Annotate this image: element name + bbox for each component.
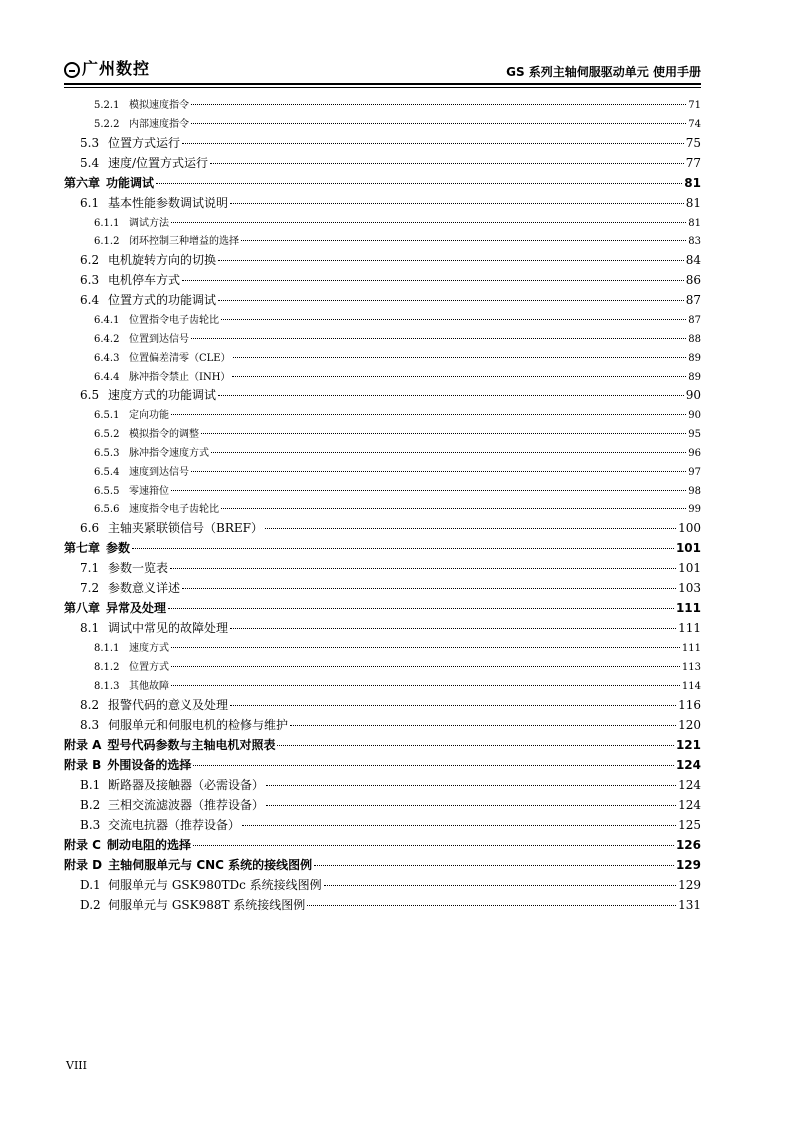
toc-dot-leader: [314, 865, 674, 866]
toc-entry[interactable]: [64, 330, 701, 349]
toc-entry-page: 90: [685, 388, 701, 403]
toc-entry-title: 速度到达信号: [129, 466, 189, 478]
toc-dot-leader: [218, 300, 684, 301]
toc-dot-leader: [233, 357, 687, 358]
toc-entry[interactable]: [64, 271, 701, 291]
toc-entry-title: 位置指令电子齿轮比: [129, 315, 219, 327]
toc-entry-number: D.1: [80, 877, 101, 892]
toc-entry-number: 6.5.1: [94, 410, 120, 422]
toc-dot-leader: [193, 765, 674, 766]
toc-entry-title: 内部速度指令: [129, 118, 189, 130]
gsk-logo-icon: [64, 62, 80, 78]
toc-entry[interactable]: [64, 816, 701, 836]
toc-entry-title: 报警代码的意义及处理: [108, 697, 229, 712]
toc-entry[interactable]: [64, 639, 701, 658]
toc-entry-page: 116: [678, 697, 701, 712]
toc-entry[interactable]: [64, 214, 701, 233]
toc-entry-title: 调试中常见的故障处理: [108, 621, 229, 636]
toc-entry-page: 96: [688, 447, 701, 459]
toc-dot-leader: [168, 608, 674, 609]
toc-entry-page: 77: [685, 155, 701, 170]
toc-dot-leader: [171, 685, 680, 686]
toc-entry-title: 交流电抗器（推荐设备）: [108, 817, 241, 832]
toc-entry-page: 75: [685, 135, 701, 150]
toc-entry-page: 101: [678, 561, 701, 576]
toc-entry-number: 6.3: [80, 273, 100, 288]
toc-dot-leader: [193, 845, 674, 846]
toc-entry-page: 74: [688, 118, 701, 130]
toc-entry-page: 111: [678, 621, 701, 636]
toc-entry-number: 8.1.1: [94, 643, 120, 655]
toc-entry-page: 120: [678, 717, 701, 732]
toc-entry-page: 124: [678, 777, 701, 792]
toc-dot-leader: [211, 452, 686, 453]
toc-entry[interactable]: [64, 291, 701, 311]
toc-dot-leader: [191, 104, 686, 105]
toc-entry-title: 伺服单元与 GSK980TDc 系统接线图例: [108, 877, 322, 892]
toc-entry-number: 6.4: [80, 293, 100, 308]
toc-dot-leader: [221, 319, 686, 320]
toc-entry[interactable]: [64, 696, 701, 716]
toc-entry-number: D.2: [80, 897, 101, 912]
toc-entry-title: 主轴伺服单元与 CNC 系统的接线图例: [108, 857, 313, 872]
toc-entry-title: 位置方式运行: [108, 135, 181, 150]
toc-dot-leader: [132, 548, 674, 549]
toc-entry-number: 6.5.3: [94, 447, 120, 459]
toc-entry-title: 外围设备的选择: [107, 757, 192, 772]
toc-entry-page: 129: [678, 877, 701, 892]
toc-entry-title: 零速箝位: [129, 485, 169, 497]
toc-dot-leader: [324, 885, 676, 886]
toc-dot-leader: [265, 528, 676, 529]
toc-entry[interactable]: [64, 500, 701, 519]
toc-entry-title: 位置偏差清零（CLE）: [129, 352, 231, 364]
toc-entry[interactable]: [64, 154, 701, 174]
toc-entry-number: 第七章: [64, 541, 101, 556]
toc-entry-title: 制动电阻的选择: [107, 837, 192, 852]
toc-dot-leader: [182, 280, 684, 281]
toc-entry-page: 71: [688, 100, 701, 111]
toc-entry[interactable]: [64, 444, 701, 463]
toc-entry[interactable]: [64, 896, 701, 916]
toc-entry-title: 参数: [106, 541, 131, 556]
toc-entry-page: 87: [685, 293, 701, 308]
toc-entry[interactable]: [64, 559, 701, 579]
toc-entry-number: 附录 B: [64, 757, 102, 772]
toc-dot-leader: [221, 508, 686, 509]
toc-entry-title: 电机旋转方向的切换: [108, 253, 217, 268]
toc-entry[interactable]: [64, 134, 701, 154]
toc-entry-number: 8.1: [80, 621, 100, 636]
toc-entry-page: 125: [678, 817, 701, 832]
toc-dot-leader: [201, 433, 686, 434]
toc-dot-leader: [171, 414, 686, 415]
toc-entry[interactable]: [64, 194, 701, 214]
toc-entry[interactable]: [64, 539, 701, 559]
toc-entry[interactable]: [64, 599, 701, 619]
toc-entry-title: 参数一览表: [108, 561, 169, 576]
toc-entry[interactable]: [64, 658, 701, 677]
toc-entry-page: 101: [675, 541, 701, 556]
toc-dot-leader: [277, 745, 673, 746]
toc-entry-page: 124: [678, 797, 701, 812]
toc-entry-number: 6.4.4: [94, 371, 120, 383]
toc-entry[interactable]: [64, 349, 701, 368]
toc-entry-title: 速度指令电子齿轮比: [129, 504, 219, 516]
header-rule: [64, 83, 701, 85]
toc-entry-title: 型号代码参数与主轴电机对照表: [107, 737, 276, 752]
toc-entry[interactable]: [64, 251, 701, 271]
toc-entry-number: B.1: [80, 777, 101, 792]
toc-entry-title: 电机停车方式: [108, 273, 181, 288]
toc-entry-page: 86: [685, 273, 701, 288]
toc-entry-page: 103: [678, 581, 701, 596]
toc-dot-leader: [242, 825, 676, 826]
page-header: [64, 60, 701, 82]
toc-dot-leader: [218, 260, 684, 261]
toc-entry[interactable]: [64, 856, 701, 876]
toc-entry-title: 参数意义详述: [108, 581, 181, 596]
toc-entry[interactable]: [64, 482, 701, 501]
toc-entry-title: 脉冲指令速度方式: [129, 447, 209, 459]
toc-entry-title: 位置方式的功能调试: [108, 293, 217, 308]
toc-entry-number: 5.2.1: [94, 100, 120, 111]
toc-entry-title: 异常及处理: [106, 601, 167, 616]
toc-entry[interactable]: [64, 756, 701, 776]
toc-entry-number: 6.4.1: [94, 315, 120, 327]
toc-entry-title: 速度方式的功能调试: [108, 388, 217, 403]
toc-dot-leader: [191, 471, 686, 472]
toc-dot-leader: [171, 222, 686, 223]
header-rule-thin: [64, 87, 701, 88]
toc-entry-title: 三相交流滤波器（推荐设备）: [108, 797, 265, 812]
toc-entry-title: 功能调试: [106, 175, 155, 190]
toc-entry-page: 81: [688, 217, 701, 229]
toc-dot-leader: [171, 490, 686, 491]
toc-entry-title: 位置到达信号: [129, 333, 189, 345]
toc-entry[interactable]: [64, 876, 701, 896]
toc-entry-number: 7.1: [80, 561, 100, 576]
toc-dot-leader: [230, 705, 676, 706]
toc-entry-number: 8.3: [80, 717, 100, 732]
toc-entry-number: 附录 A: [64, 737, 102, 752]
toc-entry-number: 5.2.2: [94, 118, 120, 130]
toc-entry-number: 6.4.3: [94, 352, 120, 364]
toc-entry-title: 断路器及接触器（必需设备）: [108, 777, 265, 792]
toc-entry-title: 基本性能参数调试说明: [108, 195, 229, 210]
toc-entry-page: 97: [688, 466, 701, 478]
toc-entry-number: 附录 D: [64, 857, 103, 872]
toc-entry-page: 95: [688, 429, 701, 441]
toc-entry-number: 6.5.5: [94, 485, 120, 497]
toc-entry-number: 6.4.2: [94, 333, 120, 345]
toc-dot-leader: [266, 785, 676, 786]
toc-entry-number: 第八章: [64, 601, 101, 616]
toc-dot-leader: [266, 805, 676, 806]
toc-dot-leader: [232, 376, 686, 377]
toc-entry[interactable]: [64, 579, 701, 599]
toc-entry-number: 5.4: [80, 155, 100, 170]
toc-entry[interactable]: [64, 425, 701, 444]
toc-dot-leader: [170, 568, 676, 569]
manual-title: GS 系列主轴伺服驱动单元 使用手册: [506, 65, 701, 79]
toc-entry-page: 98: [688, 485, 701, 497]
toc-dot-leader: [171, 666, 680, 667]
toc-entry-number: 7.2: [80, 581, 100, 596]
toc-entry-number: B.2: [80, 797, 101, 812]
toc-entry[interactable]: [64, 406, 701, 425]
toc-entry-number: 8.2: [80, 697, 100, 712]
toc-entry-title: 模拟指令的调整: [129, 429, 199, 441]
toc-entry-page: 89: [688, 371, 701, 383]
toc-entry-title: 位置方式: [129, 661, 169, 673]
toc-entry-number: 附录 C: [64, 837, 101, 852]
toc-entry-page: 114: [681, 680, 701, 692]
toc-dot-leader: [290, 725, 676, 726]
toc-entry-title: 速度方式: [129, 643, 169, 655]
toc-entry[interactable]: [64, 96, 701, 115]
toc-entry-title: 闭环控制三种增益的选择: [129, 236, 239, 248]
toc-entry-number: 6.5.2: [94, 429, 120, 441]
toc-entry-page: 88: [688, 333, 701, 345]
toc-entry-number: 6.5: [80, 388, 100, 403]
toc-entry[interactable]: [64, 232, 701, 251]
toc-entry-title: 伺服单元与 GSK988T 系统接线图例: [108, 897, 306, 912]
toc-entry-number: 第六章: [64, 175, 101, 190]
logo-text: 广州数控: [82, 59, 151, 78]
toc-entry-page: 81: [685, 195, 701, 210]
toc-entry-page: 99: [688, 504, 701, 516]
page-number: VIII: [66, 1059, 87, 1072]
toc-entry-page: 129: [675, 857, 701, 872]
toc-entry[interactable]: [64, 115, 701, 134]
toc-dot-leader: [182, 588, 676, 589]
toc-entry-page: 113: [681, 661, 701, 673]
toc-entry-number: 6.1.1: [94, 217, 120, 229]
toc-entry[interactable]: [64, 174, 701, 194]
toc-dot-leader: [191, 338, 686, 339]
toc-entry-number: 6.5.6: [94, 504, 120, 516]
toc-dot-leader: [171, 647, 680, 648]
toc-entry-page: 131: [678, 897, 701, 912]
table-of-contents: [64, 96, 701, 916]
toc-entry-title: 主轴夹紧联锁信号（BREF）: [108, 521, 263, 536]
toc-entry[interactable]: [64, 836, 701, 856]
toc-entry-title: 脉冲指令禁止（INH）: [129, 371, 231, 383]
toc-entry[interactable]: [64, 311, 701, 330]
toc-entry-number: 6.5.4: [94, 466, 120, 478]
toc-entry-title: 速度/位置方式运行: [108, 155, 209, 170]
toc-entry-number: B.3: [80, 817, 101, 832]
toc-entry-number: 6.1.2: [94, 236, 120, 248]
toc-dot-leader: [191, 123, 686, 124]
toc-entry[interactable]: [64, 386, 701, 406]
toc-dot-leader: [156, 183, 682, 184]
toc-entry[interactable]: [64, 716, 701, 736]
toc-dot-leader: [241, 240, 686, 241]
toc-entry[interactable]: [64, 677, 701, 696]
toc-entry-title: 调试方法: [129, 217, 169, 229]
toc-entry-number: 6.2: [80, 253, 100, 268]
toc-entry-page: 126: [675, 837, 701, 852]
toc-entry[interactable]: [64, 368, 701, 387]
toc-entry-title: 定向功能: [129, 410, 169, 422]
toc-dot-leader: [230, 628, 676, 629]
toc-dot-leader: [182, 143, 684, 144]
toc-entry-page: 89: [688, 352, 701, 364]
toc-entry-page: 121: [675, 737, 701, 752]
toc-entry-title: 伺服单元和伺服电机的检修与维护: [108, 717, 289, 732]
toc-entry-page: 111: [681, 643, 701, 655]
toc-entry-page: 83: [688, 236, 701, 248]
toc-dot-leader: [210, 163, 684, 164]
toc-entry-title: 模拟速度指令: [129, 100, 189, 111]
toc-entry[interactable]: [64, 619, 701, 639]
toc-entry-page: 87: [688, 315, 701, 327]
toc-entry-page: 124: [675, 757, 701, 772]
toc-entry-page: 81: [684, 175, 701, 190]
toc-entry-page: 90: [688, 410, 701, 422]
toc-entry[interactable]: [64, 736, 701, 756]
toc-entry-number: 8.1.2: [94, 661, 120, 673]
toc-entry[interactable]: [64, 519, 701, 539]
toc-entry[interactable]: [64, 796, 701, 816]
toc-entry-number: 5.3: [80, 135, 100, 150]
gsk-logo: [64, 60, 150, 78]
toc-entry-page: 111: [675, 601, 701, 616]
toc-dot-leader: [218, 395, 684, 396]
toc-entry-number: 6.6: [80, 521, 100, 536]
toc-entry-number: 6.1: [80, 195, 100, 210]
toc-dot-leader: [307, 905, 676, 906]
toc-entry-page: 84: [685, 253, 701, 268]
toc-entry-title: 其他故障: [129, 680, 169, 692]
toc-entry-number: 8.1.3: [94, 680, 120, 692]
toc-entry[interactable]: [64, 463, 701, 482]
toc-entry-page: 100: [678, 521, 701, 536]
toc-entry[interactable]: [64, 776, 701, 796]
toc-dot-leader: [230, 203, 684, 204]
